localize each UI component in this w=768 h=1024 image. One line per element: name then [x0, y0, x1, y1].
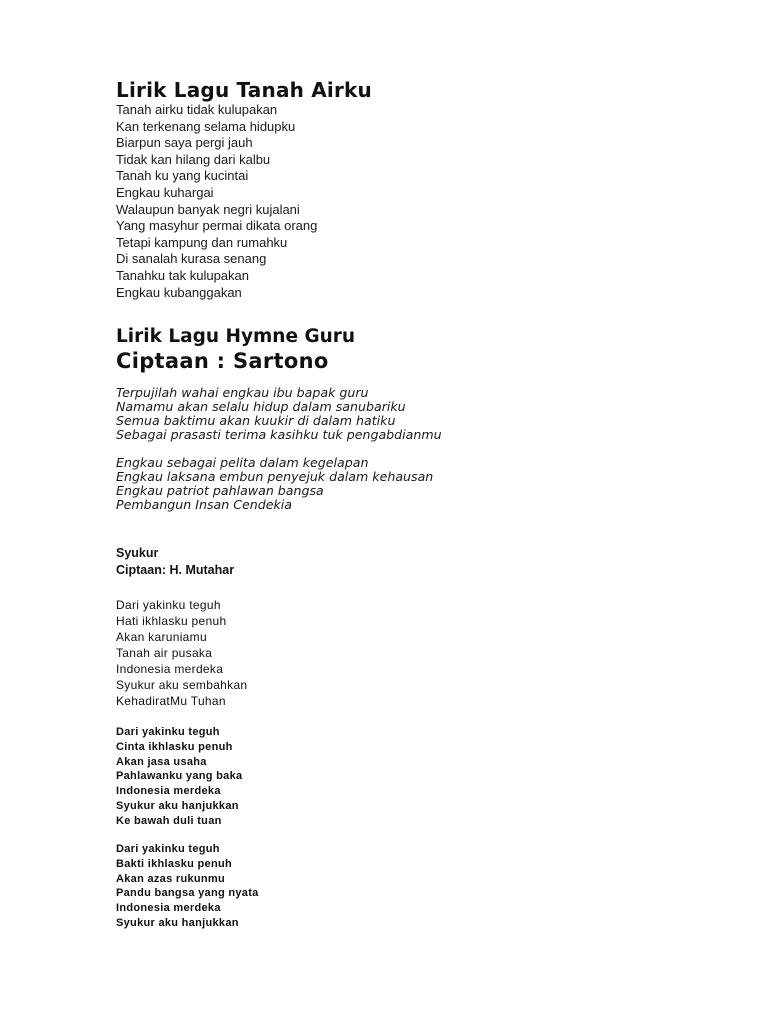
lyric-line: Kan terkenang selama hidupku	[116, 118, 296, 134]
lyric-line: Syukur aku sembahkan	[116, 678, 248, 692]
lyric-line: Bakti ikhlasku penuh	[116, 857, 233, 870]
lyric-line: Tanah air pusaka	[116, 646, 213, 660]
lyric-line: Tidak kan hilang dari kalbu	[116, 151, 271, 167]
lyric-line: Engkau sebagai pelita dalam kegelapan	[116, 455, 369, 470]
lyric-line: Engkau kubanggakan	[116, 284, 242, 300]
lyric-line: KehadiratMu Tuhan	[116, 694, 226, 708]
verse-hymne-guru-2	[116, 456, 433, 512]
verse-hymne-guru-1	[116, 386, 442, 442]
song-title-tanah-airku: Lirik Lagu Tanah Airku	[116, 78, 372, 102]
lyric-line: Engkau patriot pahlawan bangsa	[116, 483, 324, 498]
lyric-line: Tanah airku tidak kulupakan	[116, 102, 278, 117]
lyric-line: Walaupun banyak negri kujalani	[116, 201, 300, 217]
lyric-line: Indonesia merdeka	[116, 902, 221, 915]
lyric-line: Yang masyhur permai dikata orang	[116, 218, 318, 234]
lyric-line: Dari yakinku teguh	[116, 598, 221, 612]
lyric-line: Di sanalah kurasa senang	[116, 251, 267, 267]
verse-syukur-1	[116, 597, 247, 709]
verse-syukur-3	[116, 842, 259, 931]
lyric-line: Indonesia merdeka	[116, 785, 221, 798]
lyric-line: Semua baktimu akan kuukir di dalam hatiku	[116, 413, 396, 428]
lyric-line: Akan jasa usaha	[116, 755, 207, 768]
song-header-syukur	[116, 545, 234, 579]
lyric-line: Terpujilah wahai engkau ibu bapak guru	[116, 385, 369, 400]
lyric-line: Engkau laksana embun penyejuk dalam kehausan	[116, 469, 434, 484]
lyric-line: Dari yakinku teguh	[116, 843, 220, 855]
lyric-line: Tetapi kampung dan rumahku	[116, 234, 288, 250]
lyric-line: Akan karuniamu	[116, 630, 207, 644]
song-composer-hymne-guru: Ciptaan : Sartono	[116, 349, 329, 373]
lyric-line: Cinta ikhlasku penuh	[116, 740, 233, 753]
lyric-line: Hati ikhlasku penuh	[116, 614, 227, 628]
song-composer-syukur: Ciptaan: H. Mutahar	[116, 563, 235, 577]
lyric-line: Pahlawanku yang baka	[116, 770, 243, 783]
lyric-line: Tanahku tak kulupakan	[116, 267, 249, 283]
lyric-line: Syukur aku hanjukkan	[116, 799, 239, 812]
lyric-line: Engkau kuhargai	[116, 184, 214, 200]
verse-syukur-2	[116, 725, 242, 829]
lyric-line: Biarpun saya pergi jauh	[116, 135, 253, 151]
song-title-syukur: Syukur	[116, 546, 159, 560]
lyric-line: Pembangun Insan Cendekia	[116, 497, 292, 512]
lyric-line: Dari yakinku teguh	[116, 726, 220, 738]
lyric-line: Syukur aku hanjukkan	[116, 916, 239, 929]
lyric-line: Tanah ku yang kucintai	[116, 168, 249, 184]
song-title-hymne-guru: Lirik Lagu Hymne Guru	[116, 326, 356, 347]
lyric-line: Akan azas rukunmu	[116, 872, 226, 885]
lyric-line: Pandu bangsa yang nyata	[116, 887, 259, 900]
lyrics-tanah-airku	[116, 102, 317, 301]
lyric-line: Indonesia merdeka	[116, 662, 224, 676]
lyric-line: Namamu akan selalu hidup dalam sanubariku	[116, 399, 406, 414]
lyric-line: Sebagai prasasti terima kasihku tuk pengabdianmu	[116, 427, 442, 442]
lyric-line: Ke bawah duli tuan	[116, 814, 222, 827]
